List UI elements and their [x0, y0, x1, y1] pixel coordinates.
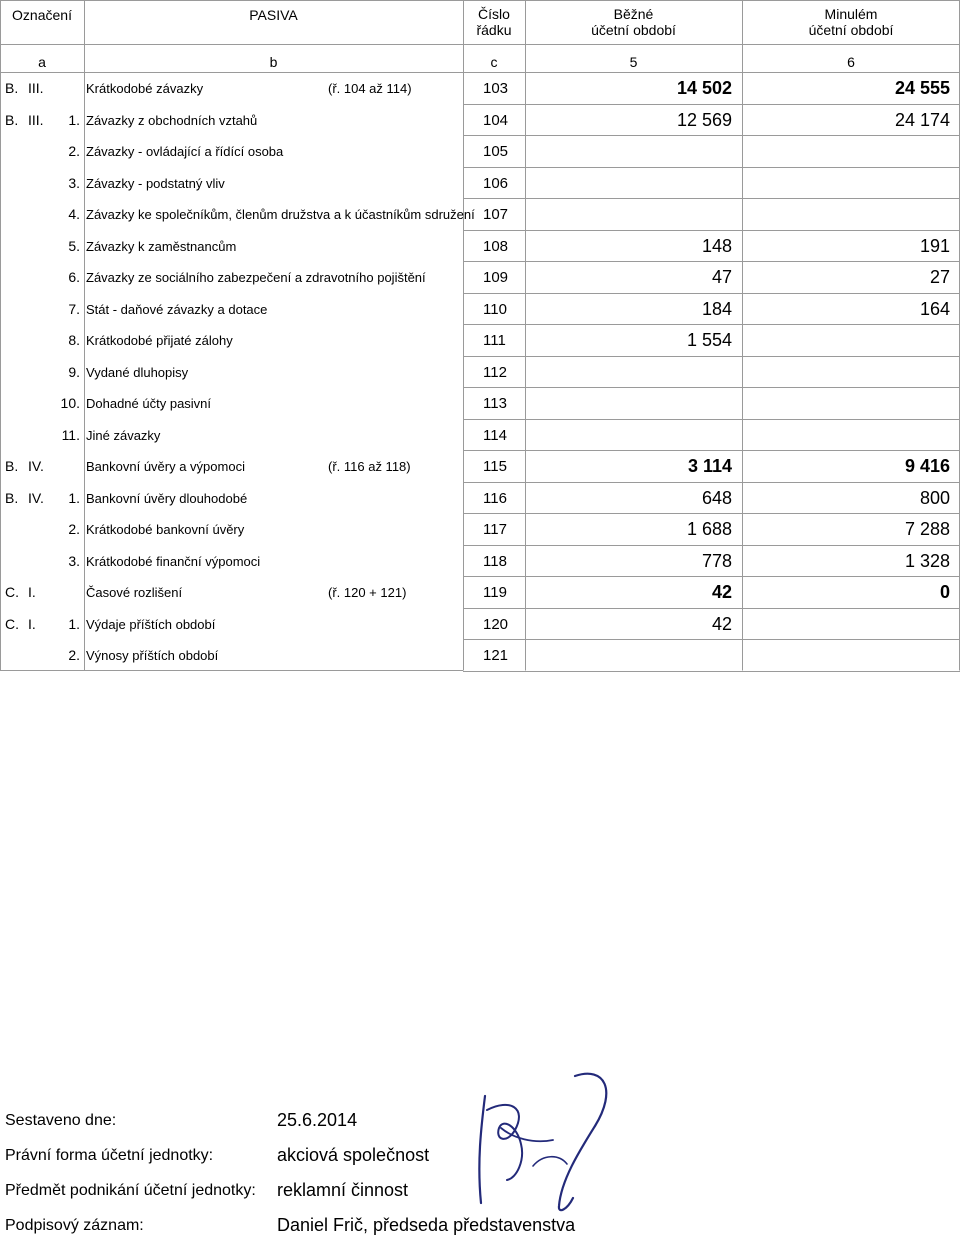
row-mark-item: 8. [68, 332, 80, 348]
header-minule-line2: účetní období [808, 22, 894, 38]
header-bezne-line2: účetní období [591, 22, 676, 38]
subheader-6: 6 [847, 54, 855, 70]
subheader-c: c [490, 54, 498, 70]
row-number: 119 [483, 584, 507, 601]
row-number: 121 [483, 647, 509, 664]
row-label: Krátkodobé bankovní úvěry [86, 522, 245, 537]
row-number: 107 [483, 206, 509, 223]
row-number: 110 [483, 300, 507, 318]
row-label: Stát - daňové závazky a dotace [86, 301, 268, 317]
row-label: Krátkodobé závazky [86, 81, 204, 96]
row-previous-value: 7 288 [904, 519, 950, 539]
row-mark-item: 3. [68, 174, 80, 191]
row-mark-item: 1. [68, 489, 80, 506]
row-label: Časové rozlišení [86, 585, 183, 600]
footer-pravni-value: akciová společnost [277, 1145, 430, 1165]
row-mark-group: I. [28, 584, 36, 600]
row-label: Krátkodobé finanční výpomoci [86, 553, 261, 569]
row-current-value: 47 [711, 267, 732, 287]
row-mark-item: 9. [68, 363, 80, 380]
row-label: Výnosy příštích období [86, 648, 219, 663]
row-current-value: 12 569 [676, 109, 732, 130]
row-mark-group: IV. [28, 458, 44, 474]
row-previous-value: 164 [919, 298, 950, 319]
row-mark-item: 1. [68, 111, 80, 128]
footer-podpis-value: Daniel Frič, předseda představenstva [277, 1215, 576, 1235]
row-number: 115 [483, 458, 507, 475]
row-mark-item: 2. [68, 521, 80, 537]
row-current-value: 148 [701, 235, 732, 256]
footer-predmet-value: reklamní činnost [277, 1180, 409, 1200]
row-mark-group: I. [28, 615, 36, 632]
row-note: (ř. 120 + 121) [328, 585, 407, 600]
handwritten-signature [455, 1068, 625, 1218]
row-label: Vydané dluhopisy [86, 364, 189, 380]
row-number: 113 [483, 395, 507, 412]
row-number: 118 [483, 552, 507, 570]
row-note: (ř. 104 až 114) [328, 81, 412, 96]
row-label: Jiné závazky [86, 427, 161, 443]
row-mark-section: B. [5, 80, 19, 96]
row-number: 117 [483, 521, 507, 538]
row-mark-section: B. [5, 489, 19, 506]
row-number: 112 [483, 363, 507, 381]
row-previous-value: 800 [919, 487, 950, 508]
row-label: Závazky z obchodních vztahů [86, 112, 258, 128]
row-mark-group: III. [28, 111, 44, 128]
row-label: Závazky ze sociálního zabezpečení a zdravotního pojištění [86, 270, 426, 285]
row-previous-value: 191 [919, 235, 950, 256]
row-number: 111 [483, 332, 506, 349]
header-minule-line1: Minulém [824, 6, 878, 22]
row-label: Závazky ke společníkům, členům družstva a k účastníkům sdružení [86, 207, 475, 222]
subheader-a: a [38, 54, 46, 70]
footer-sestaveno-label: Sestaveno dne: [5, 1112, 117, 1129]
row-label: Závazky - ovládající a řídící osoba [86, 144, 284, 159]
header-bezne-line1: Běžné [613, 6, 654, 22]
row-current-value: 778 [701, 550, 732, 571]
header-pasiva: PASIVA [249, 7, 298, 23]
row-number: 114 [483, 426, 507, 444]
row-number: 120 [483, 615, 509, 633]
row-current-value: 42 [711, 613, 732, 634]
row-current-value: 184 [701, 298, 732, 319]
row-label: Závazky - podstatný vliv [86, 175, 225, 191]
row-mark-item: 1. [68, 615, 80, 632]
footer-predmet-label: Předmět podnikání účetní jednotky: [5, 1182, 256, 1199]
header-oznaceni: Označení [12, 7, 72, 23]
subheader-b: b [269, 54, 278, 70]
row-mark-section: C. [5, 584, 19, 600]
row-label: Dohadné účty pasivní [86, 396, 212, 411]
row-current-value: 14 502 [676, 78, 732, 98]
row-label: Bankovní úvěry dlouhodobé [86, 490, 248, 506]
row-previous-value: 24 174 [894, 109, 950, 130]
row-number: 104 [483, 111, 509, 129]
row-mark-section: B. [5, 111, 19, 128]
row-current-value: 42 [711, 582, 732, 602]
row-current-value: 1 688 [686, 519, 732, 539]
header-cislo-line1: Číslo [478, 6, 510, 22]
row-number: 103 [483, 80, 509, 97]
row-current-value: 1 554 [686, 330, 732, 350]
footer-pravni-label: Právní forma účetní jednotky: [5, 1147, 214, 1164]
row-number: 106 [483, 174, 509, 192]
row-label: Výdaje příštích období [86, 616, 216, 632]
header-cislo-line2: řádku [476, 22, 512, 38]
row-previous-value: 27 [929, 267, 950, 287]
row-mark-item: 3. [68, 552, 80, 569]
row-mark-group: IV. [28, 489, 44, 506]
row-mark-item: 2. [68, 143, 80, 159]
row-mark-item: 11. [61, 426, 80, 443]
row-mark-item: 4. [68, 206, 80, 222]
row-previous-value: 24 555 [894, 78, 950, 98]
footer-podpis-label: Podpisový záznam: [5, 1217, 144, 1234]
row-label: Bankovní úvěry a výpomoci [86, 459, 245, 474]
row-number: 105 [483, 143, 509, 160]
row-current-value: 3 114 [687, 456, 732, 476]
row-mark-item: 10. [60, 395, 80, 411]
row-note: (ř. 116 až 118) [328, 459, 411, 474]
row-mark-section: C. [5, 615, 19, 632]
row-label: Krátkodobé přijaté zálohy [86, 333, 233, 348]
row-number: 116 [483, 489, 507, 507]
row-previous-value: 0 [939, 582, 950, 602]
row-mark-section: B. [5, 458, 19, 474]
row-mark-item: 6. [68, 269, 80, 285]
row-mark-item: 2. [68, 647, 80, 663]
footer-sestaveno-value: 25.6.2014 [277, 1110, 358, 1130]
row-mark-group: III. [28, 80, 44, 96]
row-number: 109 [483, 269, 509, 286]
subheader-5: 5 [629, 54, 638, 70]
row-previous-value: 1 328 [904, 550, 950, 571]
row-mark-item: 5. [68, 237, 80, 254]
row-mark-item: 7. [68, 300, 80, 317]
row-label: Závazky k zaměstnancům [86, 238, 237, 254]
row-current-value: 648 [701, 487, 732, 508]
row-number: 108 [483, 237, 509, 255]
row-previous-value: 9 416 [904, 456, 950, 476]
